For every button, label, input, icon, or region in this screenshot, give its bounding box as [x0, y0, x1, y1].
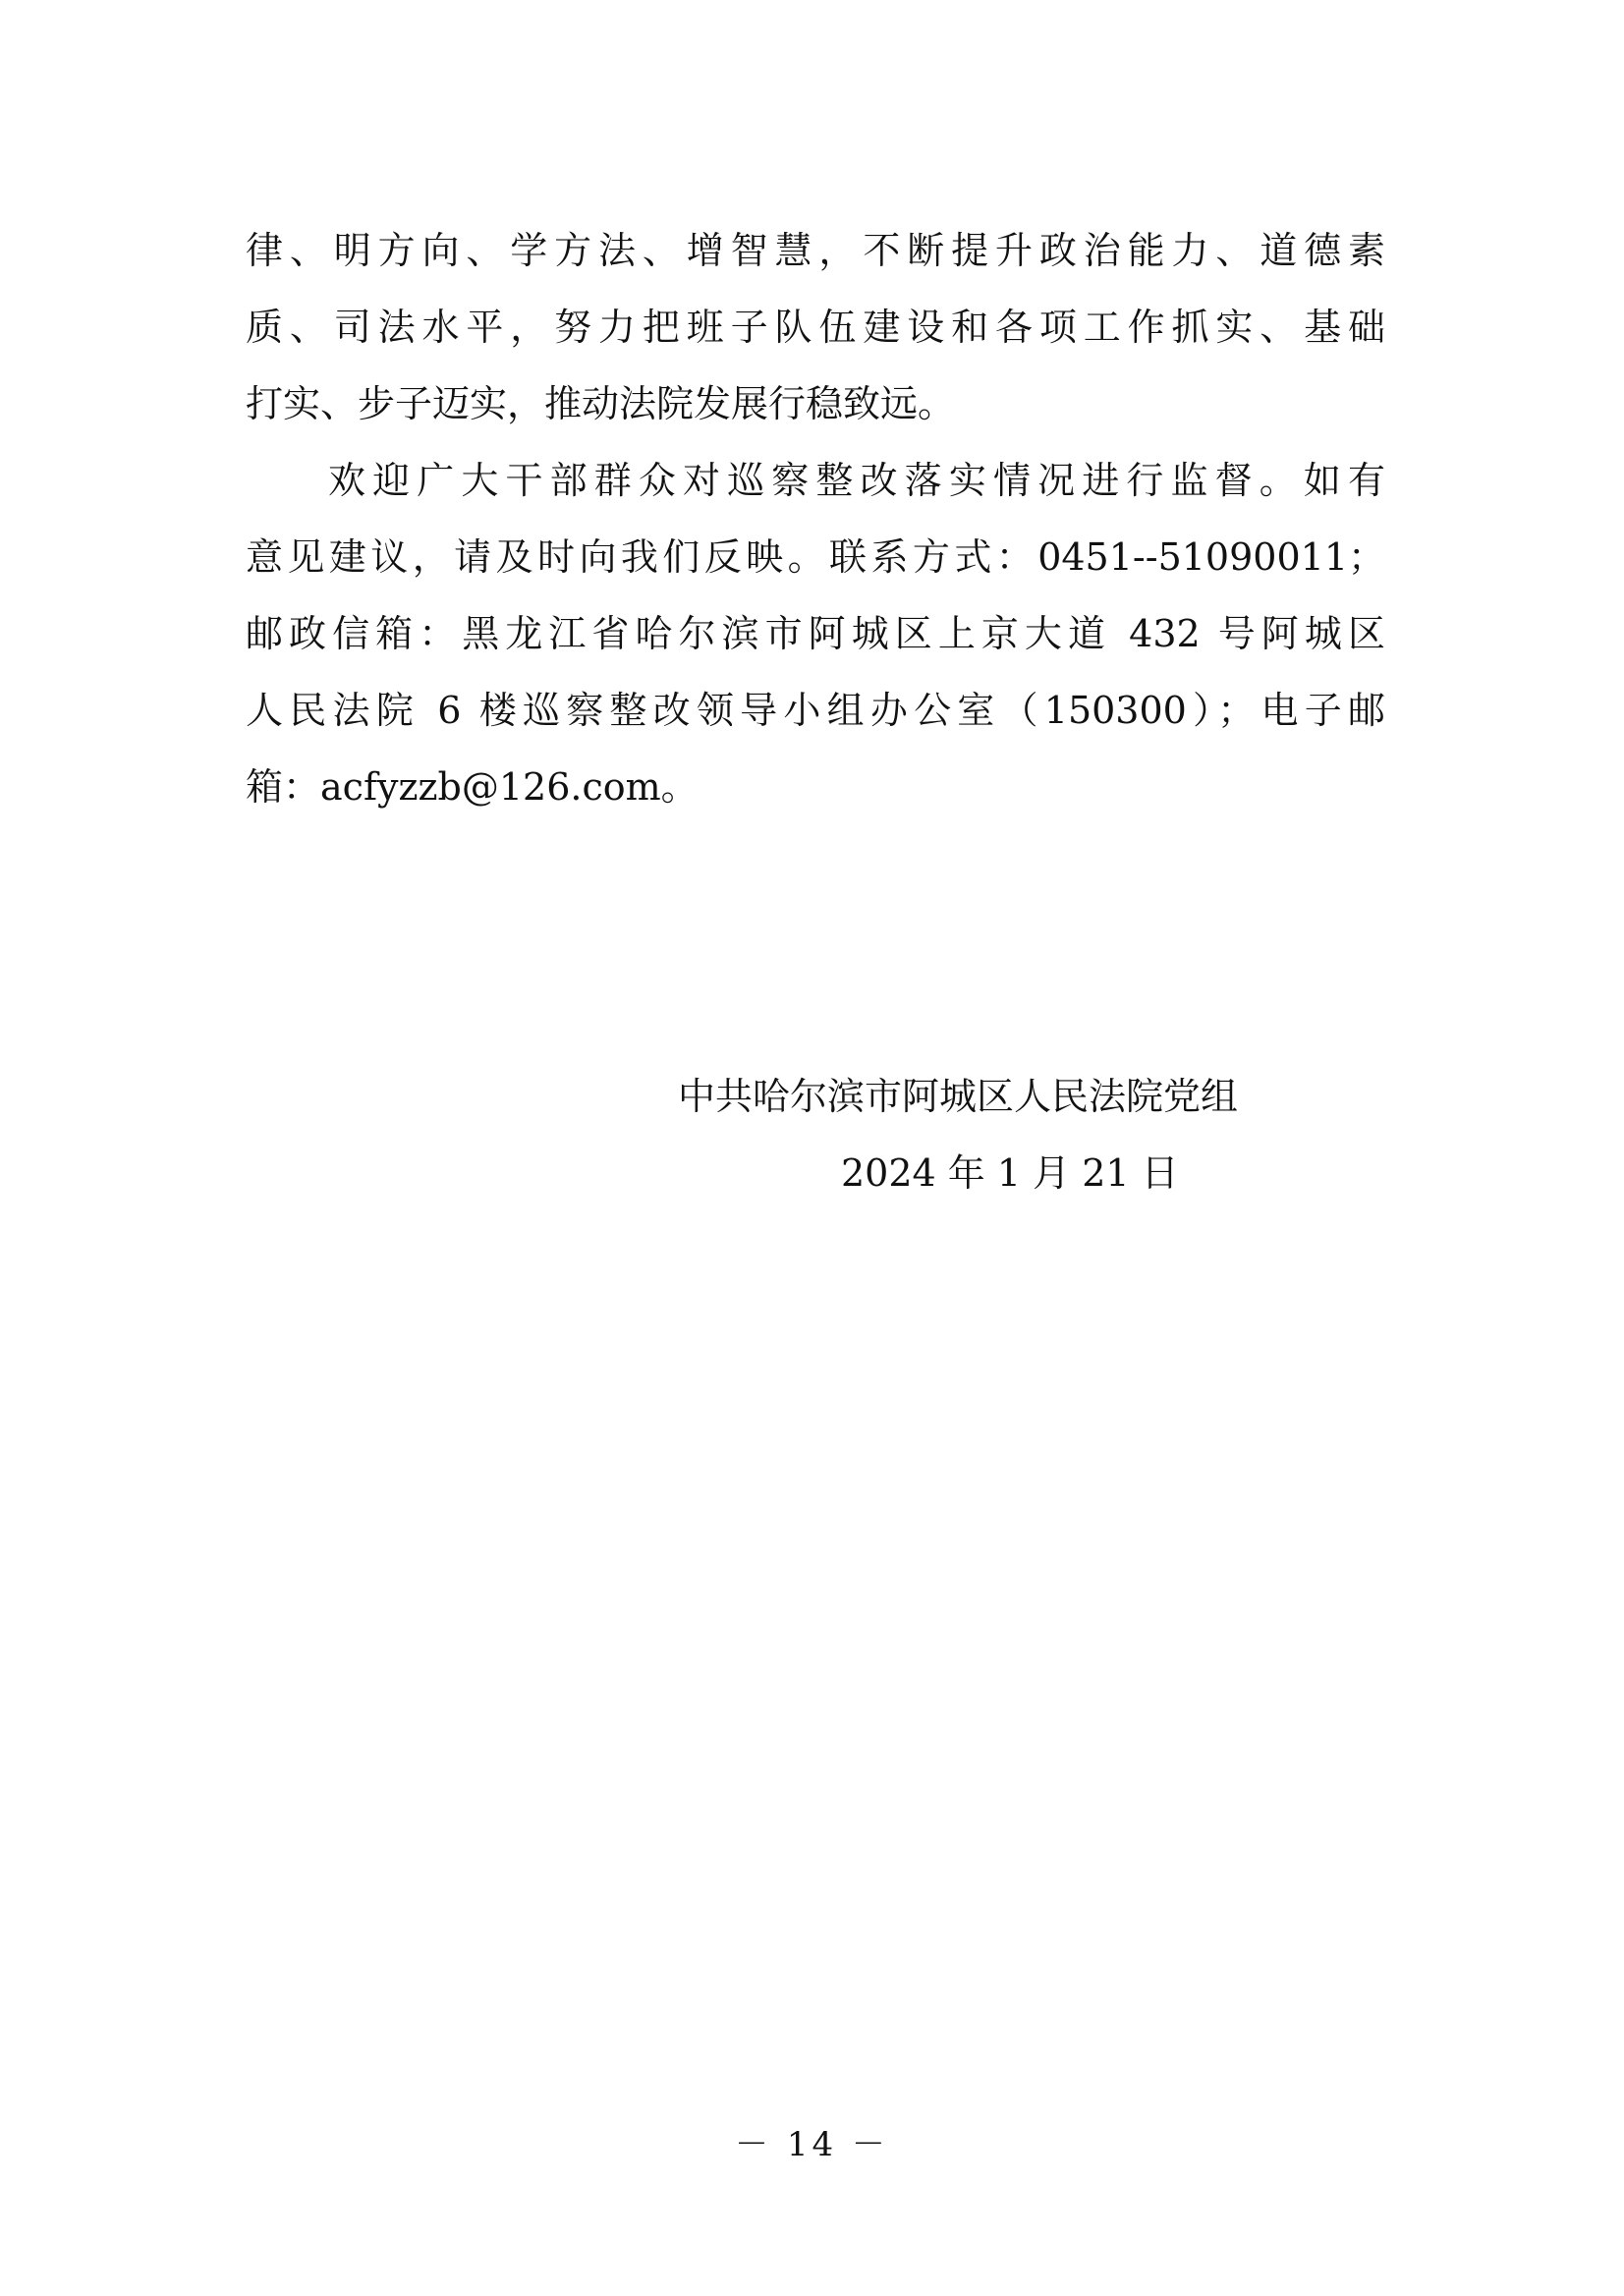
signature-organization: 中共哈尔滨市阿城区人民法院党组	[678, 1075, 1239, 1118]
paragraph-1-line-3: 打实、步子迈实，推动法院发展行稳致远。	[246, 382, 956, 425]
signature-date: 2024 年 1 月 21 日	[841, 1151, 1179, 1195]
paragraph-1-line-1: 律、明方向、学方法、增智慧，不断提升政治能力、道德素	[246, 229, 1385, 272]
paragraph-2-line-4: 人民法院 6 楼巡察整改领导小组办公室（150300）；电子邮	[246, 689, 1385, 732]
paragraph-2-line-2: 意见建议，请及时向我们反映。联系方式：0451--51090011；	[246, 535, 1385, 579]
paragraph-2-line-5: 箱：acfyzzb@126.com。	[246, 765, 699, 809]
paragraph-1-line-2: 质、司法水平，努力把班子队伍建设和各项工作抓实、基础	[246, 306, 1385, 349]
page-number: － 14 －	[735, 2125, 889, 2164]
signature-block	[678, 1058, 1366, 1211]
paragraph-2-line-1: 欢迎广大干部群众对巡察整改落实情况进行监督。如有	[328, 459, 1385, 502]
paragraph-2-line-3: 邮政信箱：黑龙江省哈尔滨市阿城区上京大道 432 号阿城区	[246, 612, 1385, 655]
body-text	[246, 212, 1385, 825]
